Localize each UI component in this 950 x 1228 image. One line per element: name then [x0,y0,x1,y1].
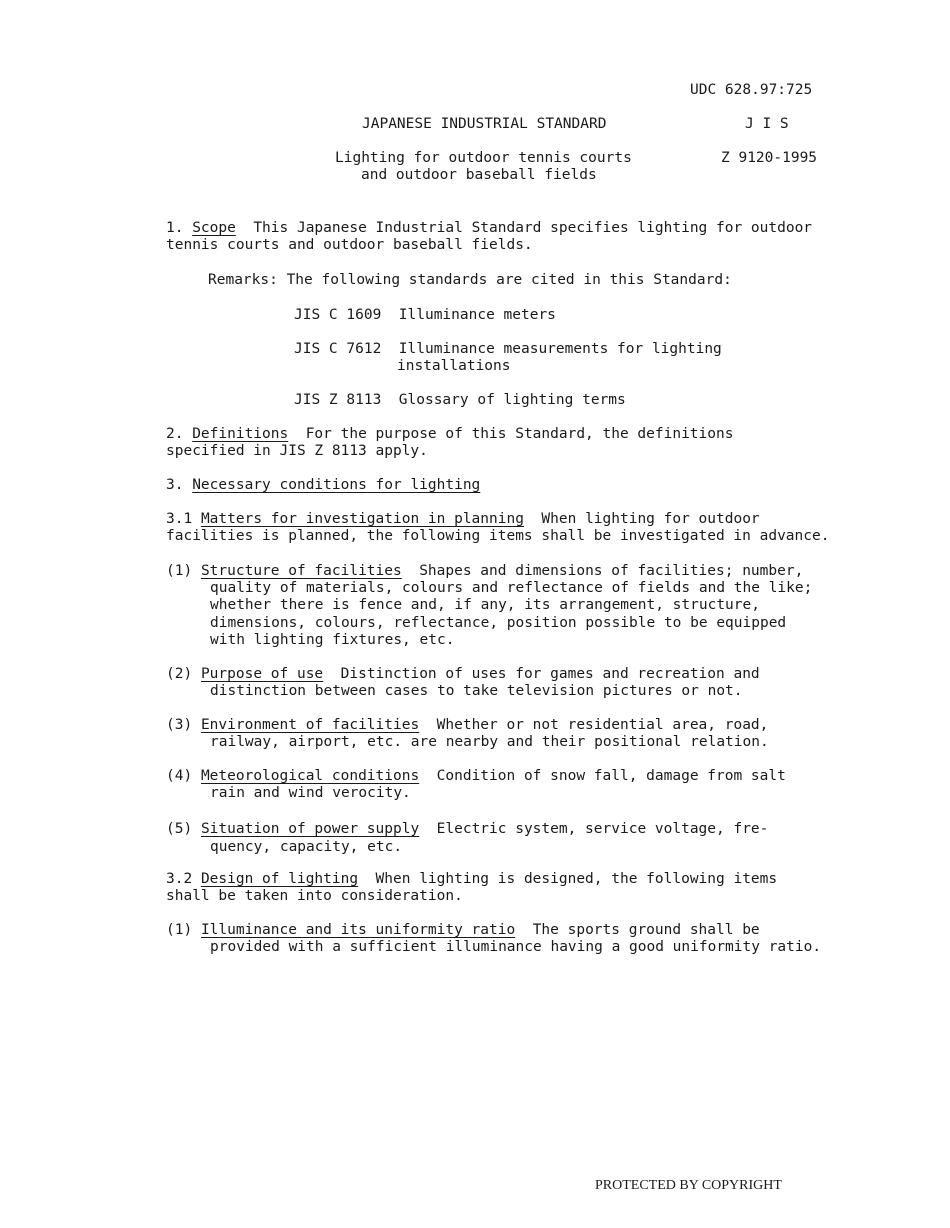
item-text: Condition of snow fall, damage from salt [436,768,786,784]
item-heading: Situation of power supply [200,821,420,837]
item-text-line: distinction between cases to take television pictures or not. [210,683,743,699]
item-text: Whether or not residential area, road, [436,717,769,733]
item-text-line: with lighting fixtures, etc. [210,632,455,648]
definitions-line2: specified in JIS Z 8113 apply. [166,443,428,459]
cited-code: JIS Z 8113 [294,392,382,408]
standard-name: JAPANESE INDUSTRIAL STANDARD [362,116,607,132]
section-number: 3. [166,477,184,493]
list-item [166,821,768,837]
cited-standard [294,341,722,357]
scope-text: This Japanese Industrial Standard specifies lighting for outdoor [253,220,813,236]
item-text: Distinction of uses for games and recreation and [340,666,760,682]
cited-title: Illuminance meters [398,307,556,323]
cited-title: Illuminance measurements for lighting [398,341,722,357]
subsection-heading-planning: Matters for investigation in planning [200,511,524,527]
item-number: (3) [166,717,193,733]
item-number: (1) [166,563,193,579]
scope-line2: tennis courts and outdoor baseball fields. [166,237,533,253]
list-item [166,922,760,938]
item-heading: Meteorological conditions [200,768,420,784]
definitions-line1 [166,426,733,442]
cited-code: JIS C 1609 [294,307,382,323]
section-heading-definitions: Definitions [192,426,289,442]
section-heading-scope: Scope [192,220,236,236]
cited-code: JIS C 7612 [294,341,382,357]
item-text-line: railway, airport, etc. are nearby and their positional relation. [210,734,769,750]
jis-mark: J I S [745,116,789,132]
item-text-line: quality of materials, colours and reflectance of fields and the like; [210,580,813,596]
necessary-conditions [166,477,480,493]
remarks-label: Remarks: [208,272,278,288]
section-heading-necessary: Necessary conditions for lighting [192,477,481,493]
item-text-line: provided with a sufficient illuminance having a good uniformity ratio. [210,939,822,955]
item-number: (4) [166,768,193,784]
cited-title-continuation: installations [397,358,511,374]
document-title-line1: Lighting for outdoor tennis courts [335,150,632,166]
item-text: Shapes and dimensions of facilities; number, [419,563,804,579]
item-number: (2) [166,666,193,682]
standard-number: Z 9120-1995 [721,150,818,166]
subsection-number: 3.2 [166,871,193,887]
section-number: 2. [166,426,184,442]
item-text: The sports ground shall be [532,922,760,938]
item-number: (1) [166,922,193,938]
remarks-text: The following standards are cited in this Standard: [286,272,732,288]
item-text: Electric system, service voltage, fre- [436,821,769,837]
remarks [208,272,732,288]
copyright-notice: PROTECTED BY COPYRIGHT [595,1178,782,1193]
document-title-line2: and outdoor baseball fields [361,167,597,183]
item-text-line: rain and wind verocity. [210,785,411,801]
item-heading: Structure of facilities [200,563,402,579]
list-item [166,563,803,579]
udc-number: UDC 628.97:725 [690,82,813,98]
cited-standard [294,307,556,323]
item-heading: Illuminance and its uniformity ratio [200,922,516,938]
design-line2: shall be taken into consideration. [166,888,463,904]
cited-title: Glossary of lighting terms [398,392,626,408]
subsection-number: 3.1 [166,511,193,527]
subsection-heading-design: Design of lighting [200,871,359,887]
item-text-line: quency, capacity, etc. [210,839,403,855]
item-text-line: whether there is fence and, if any, its arrangement, structure, [210,597,760,613]
design-text: When lighting is designed, the following items [375,871,778,887]
planning-text: When lighting for outdoor [541,511,760,527]
scope-line1 [166,220,812,236]
definitions-text: For the purpose of this Standard, the definitions [305,426,734,442]
item-number: (5) [166,821,193,837]
list-item [166,768,786,784]
design-line1 [166,871,777,887]
planning-line2: facilities is planned, the following items shall be investigated in advance. [166,528,830,544]
list-item [166,666,760,682]
cited-standard [294,392,626,408]
item-text-line: dimensions, colours, reflectance, position possible to be equipped [210,615,787,631]
section-number: 1. [166,220,184,236]
list-item [166,717,768,733]
item-heading: Environment of facilities [200,717,420,733]
item-heading: Purpose of use [200,666,324,682]
planning-line1 [166,511,760,527]
